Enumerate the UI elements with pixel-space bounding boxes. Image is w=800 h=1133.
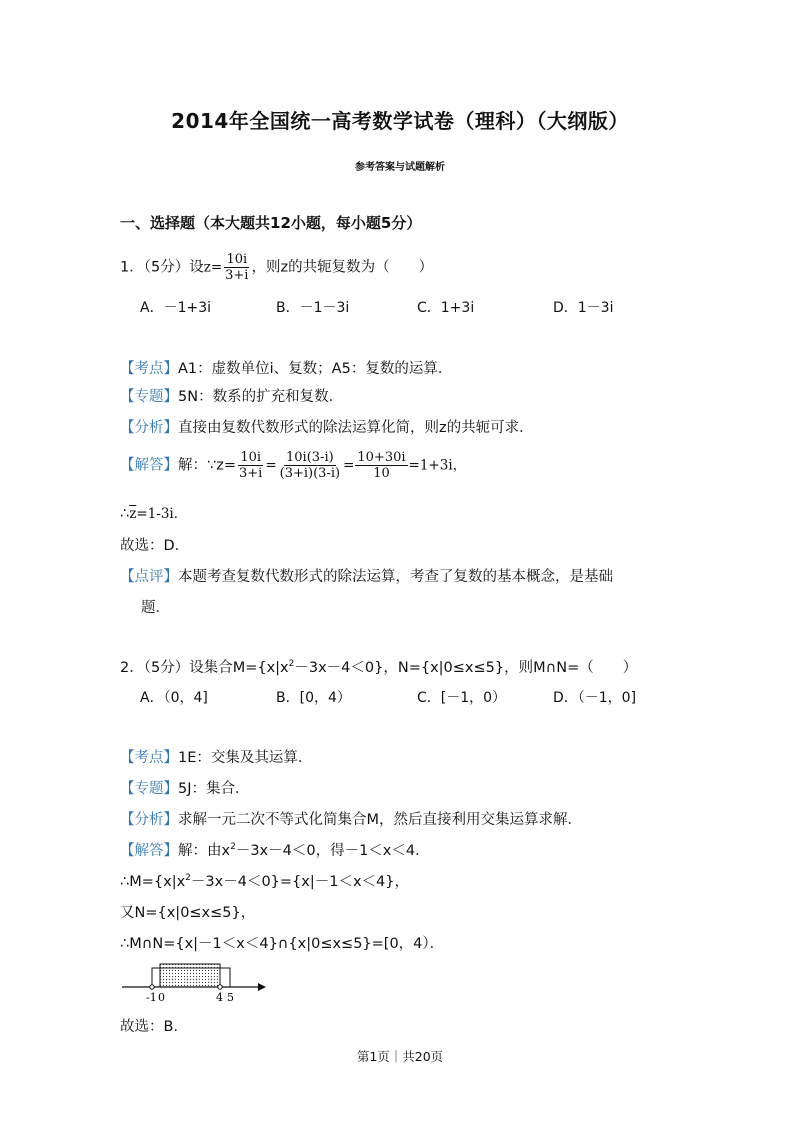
q1-stem-prefix: 1．（5分）设 — [120, 259, 204, 276]
q1-dianping — [120, 565, 613, 586]
q2-jieda — [120, 839, 430, 860]
q1-conjugate-line — [120, 502, 187, 522]
page-title: 2014年全国统一高考数学试卷（理科）（大纲版） — [171, 109, 629, 133]
number-line-diagram — [120, 960, 270, 1005]
section-heading: 一、选择题（本大题共12小题，每小题5分） — [120, 214, 422, 232]
line-m-prefix: ∴M={x|x — [120, 874, 186, 890]
z-conjugate: $\overline{z}$ — [129, 506, 137, 522]
q2-line-m — [120, 870, 409, 891]
jieda-tag: 【解答】 — [120, 843, 178, 859]
set-m-interval — [160, 964, 220, 987]
fenxi-tag: 【分析】 — [120, 812, 178, 828]
q2-stem-suffix: －3x－4＜0}，N={x|0≤x≤5}，则M∩N=（ ） — [294, 660, 638, 676]
fraction-denominator: 3+i — [225, 268, 249, 283]
zhuanti-text: 5J：集合． — [178, 781, 250, 797]
q1-option-a: A．－1+3i — [140, 300, 212, 316]
q2-fenxi — [120, 808, 582, 829]
jieda-prefix: 解：由x — [178, 843, 231, 859]
q1-option-d: D．1－3i — [553, 300, 614, 316]
axis-arrow-icon — [258, 983, 266, 991]
open-point-4 — [218, 985, 222, 989]
q1-stem-fraction — [223, 252, 250, 283]
q1-stem-suffix: ，则z的共轭复数为（ ） — [251, 259, 434, 276]
q2-option-a: A．（0，4] — [140, 690, 208, 706]
jieda-tag: 【解答】 — [120, 457, 178, 474]
q1-kaodian — [120, 357, 452, 378]
kaodian-text: A1：虚数单位i、复数；A5：复数的运算． — [178, 361, 453, 377]
q2-option-c: C．[－1，0） — [417, 690, 507, 706]
page-footer: 第1页｜共20页 — [356, 1049, 444, 1064]
q2-line-n: 又N={x|0≤x≤5}， — [120, 905, 256, 921]
tick-label-0: 0 — [158, 991, 165, 1004]
q1-answer: 故选：D． — [120, 538, 190, 554]
conjugate-value: =1-3i． — [136, 506, 188, 522]
q2-line-intersection: ∴M∩N={x|－1＜x＜4}∩{x|0≤x≤5}=[0，4）． — [120, 936, 445, 952]
jieda-suffix: －3x－4＜0，得－1＜x＜4． — [235, 843, 430, 859]
fraction-numerator: 10i(3-i) — [286, 450, 334, 465]
tick-label-4: 4 — [216, 991, 223, 1004]
fraction-numerator: 10i — [240, 450, 262, 465]
q1-jieda — [120, 450, 466, 481]
fraction-denominator: 3+i — [239, 466, 263, 481]
therefore-sign: ∴ — [120, 506, 130, 522]
q1-stem-z: z= — [203, 259, 223, 276]
zhuanti-text: 5N：数系的扩充和复数． — [178, 389, 344, 405]
zhuanti-tag: 【专题】 — [120, 781, 178, 797]
dianping-text: 本题考查复数代数形式的除法运算，考查了复数的基本概念，是基础 — [178, 569, 613, 585]
tick-label-5: 5 — [227, 991, 234, 1004]
fraction-denominator: (3+i)(3-i) — [279, 466, 341, 481]
kaodian-tag: 【考点】 — [120, 361, 178, 377]
equals-sign: = — [265, 457, 277, 474]
equals-sign: = — [343, 457, 355, 474]
jieda-fraction-2 — [278, 450, 342, 481]
jieda-fraction-1 — [237, 450, 264, 481]
superscript: 2 — [288, 659, 295, 670]
q1-option-c: C．1+3i — [417, 300, 475, 316]
dianping-tag: 【点评】 — [120, 569, 178, 585]
line-m-suffix: －3x－4＜0}={x|－1＜x＜4}， — [190, 874, 409, 890]
q2-zhuanti — [120, 777, 250, 798]
jieda-fraction-3 — [355, 450, 407, 481]
q1-stem — [120, 252, 433, 283]
fenxi-text: 求解一元二次不等式化简集合M，然后直接利用交集运算求解． — [178, 812, 583, 828]
page-subtitle: 参考答案与试题解析 — [355, 162, 445, 173]
superscript: 2 — [230, 842, 236, 853]
q1-dianping-cont: 题． — [141, 600, 170, 616]
q2-stem — [120, 656, 637, 677]
jieda-prefix: 解：∵z= — [178, 457, 236, 474]
q2-option-d: D．（－1，0] — [553, 690, 637, 706]
fraction-denominator: 10 — [373, 466, 390, 481]
zhuanti-tag: 【专题】 — [120, 389, 178, 405]
q2-kaodian — [120, 746, 312, 767]
q2-option-b: B．[0，4） — [276, 690, 351, 706]
kaodian-text: 1E：交集及其运算． — [178, 750, 313, 766]
fraction-numerator: 10+30i — [357, 450, 406, 465]
fraction-numerator: 10i — [226, 252, 248, 267]
superscript: 2 — [185, 873, 191, 884]
tick-label-minus1: -1 — [146, 991, 157, 1004]
q1-zhuanti — [120, 385, 343, 406]
open-point-minus1 — [150, 985, 154, 989]
jieda-result: =1+3i， — [408, 457, 467, 474]
q1-option-b: B．－1－3i — [276, 300, 350, 316]
fenxi-tag: 【分析】 — [120, 420, 178, 436]
q1-fenxi — [120, 416, 534, 437]
q2-answer: 故选：B． — [120, 1019, 188, 1035]
kaodian-tag: 【考点】 — [120, 750, 178, 766]
q2-stem-prefix: 2．（5分）设集合M={x|x — [120, 660, 289, 676]
fenxi-text: 直接由复数代数形式的除法运算化简，则z的共轭可求． — [178, 420, 534, 436]
